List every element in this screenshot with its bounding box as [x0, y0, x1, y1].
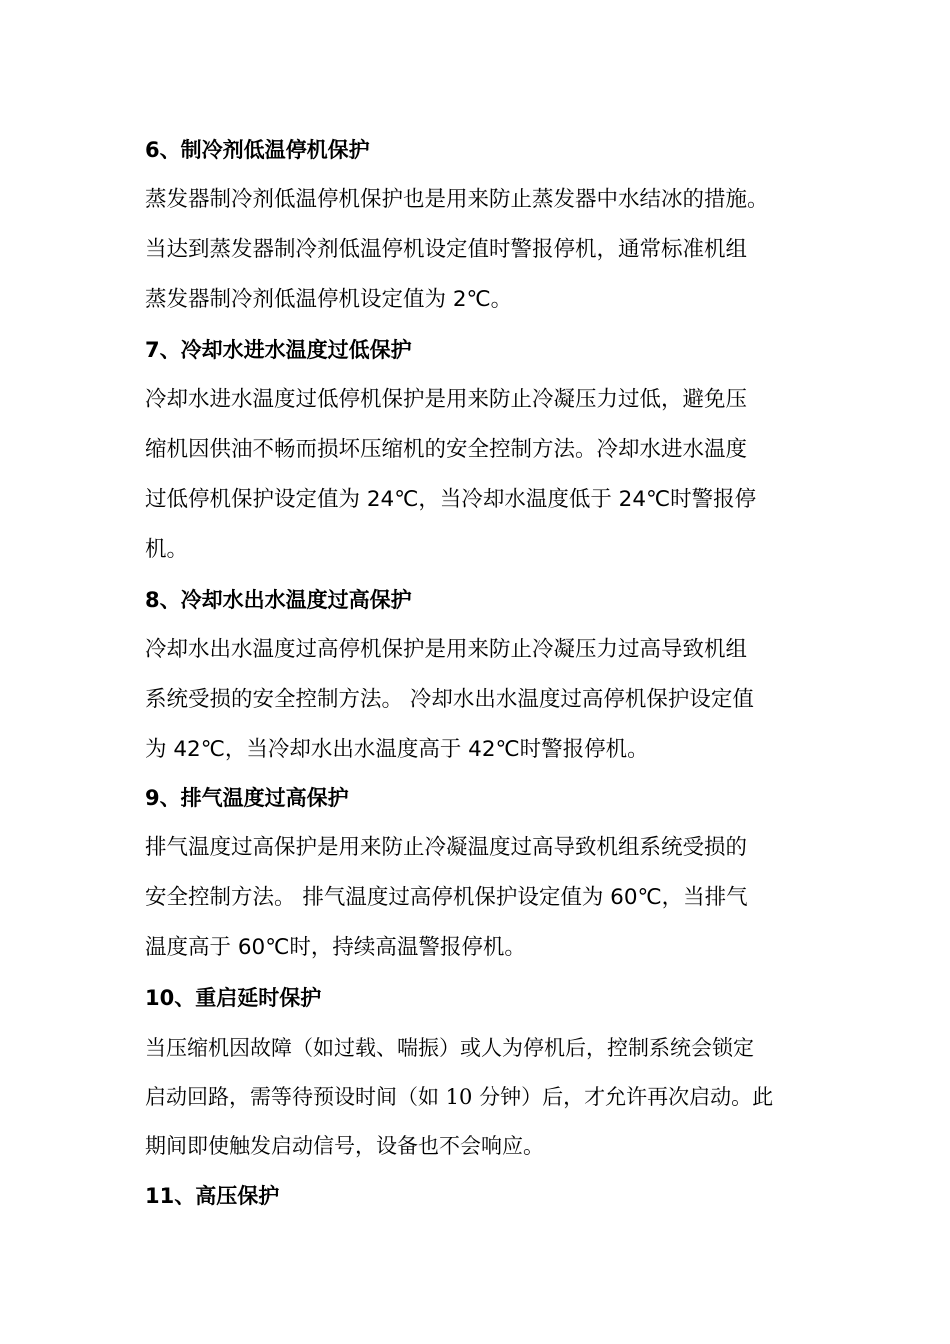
paragraph-line: 蒸发器制冷剂低温停机设定值为 2℃。: [145, 287, 513, 312]
section-heading: 8、冷却水出水温度过高保护: [145, 588, 412, 612]
paragraph-line: 期间即使触发启动信号，设备也不会响应。: [145, 1134, 544, 1158]
paragraph-line: 机。: [145, 537, 189, 562]
paragraph-line: 缩机因供油不畅而损坏压缩机的安全控制方法。冷却水进水温度: [145, 437, 748, 462]
section-heading: 9、排气温度过高保护: [145, 786, 349, 810]
paragraph-line: 安全控制方法。 排气温度过高停机保护设定值为 60℃，当排气: [145, 885, 748, 910]
paragraph-line: 排气温度过高保护是用来防止冷凝温度过高导致机组系统受损的: [145, 835, 748, 860]
paragraph-line: 蒸发器制冷剂低温停机保护也是用来防止蒸发器中水结冰的措施。: [145, 187, 769, 212]
paragraph-line: 系统受损的安全控制方法。 冷却水出水温度过高停机保护设定值: [145, 687, 754, 712]
paragraph-line: 当达到蒸发器制冷剂低温停机设定值时警报停机，通常标准机组: [145, 237, 748, 262]
section-heading: 11、高压保护: [145, 1184, 280, 1208]
paragraph-line: 过低停机保护设定值为 24℃，当冷却水温度低于 24℃时警报停: [145, 487, 757, 512]
paragraph-line: 冷却水进水温度过低停机保护是用来防止冷凝压力过低，避免压: [145, 387, 748, 412]
section-heading: 10、重启延时保护: [145, 986, 322, 1010]
paragraph-line: 冷却水出水温度过高停机保护是用来防止冷凝压力过高导致机组: [145, 637, 748, 662]
paragraph-line: 为 42℃，当冷却水出水温度高于 42℃时警报停机。: [145, 737, 649, 762]
section-heading: 6、制冷剂低温停机保护: [145, 138, 370, 162]
paragraph-line: 温度高于 60℃时，持续高温警报停机。: [145, 935, 526, 960]
paragraph-line: 启动回路，需等待预设时间（如 10 分钟）后，才允许再次启动。此: [145, 1085, 774, 1109]
paragraph-line: 当压缩机因故障（如过载、喘振）或人为停机后，控制系统会锁定: [145, 1036, 754, 1060]
section-heading: 7、冷却水进水温度过低保护: [145, 338, 412, 362]
